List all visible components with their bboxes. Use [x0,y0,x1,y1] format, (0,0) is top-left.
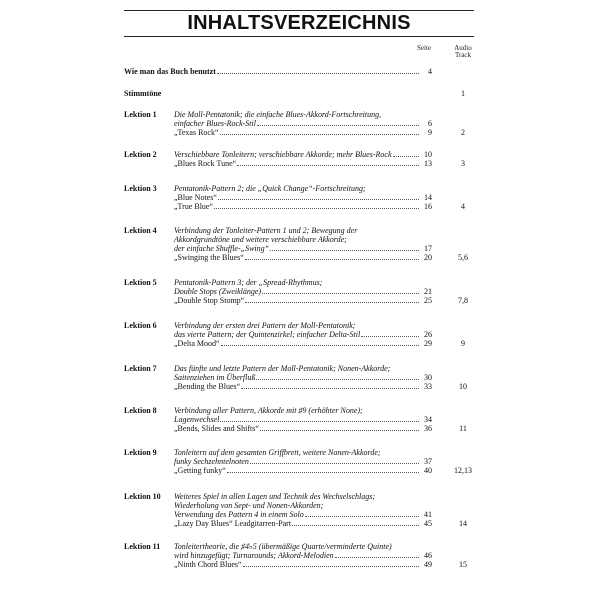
page-number: 9 [428,128,432,137]
page-number: 37 [424,457,432,466]
toc-text: „Ninth Chord Blues“ [174,560,242,569]
lesson-label: Lektion 2 [124,150,157,159]
lesson-description-line [174,448,381,457]
page-number: 6 [428,119,432,128]
track-number: 4 [461,202,465,211]
page-number: 33 [424,382,432,391]
lesson-description-line [174,150,420,159]
lesson-label: Lektion 5 [124,278,157,287]
toc-text: Weiteres Spiel in allen Lagen und Technik des Wechselschlags; [174,492,376,501]
page-number: 30 [424,373,432,382]
lesson-description-line [174,184,366,193]
track-number: 11 [459,424,467,433]
leader-dots [393,150,420,157]
lesson-label: Lektion 6 [124,321,157,330]
lesson-label: Lektion 1 [124,110,157,119]
lesson-description-line [174,119,420,128]
track-number: 5,6 [458,253,468,262]
leader-dots [262,287,419,294]
leader-dots [305,510,419,517]
page-number: 46 [424,551,432,560]
lesson-description-line [174,321,355,330]
leader-dots [237,159,419,166]
track-number: 1 [461,89,465,98]
toc-text: „Lazy Day Blues“ Leadgitarren-Part [174,519,292,528]
page-number: 14 [424,193,432,202]
toc-text: Wiederholung von Sept- und Nonen-Akkorden; [174,501,324,510]
song-title-line [174,466,420,475]
page-number: 10 [424,150,432,159]
toc-text: Tonleitertheorie, die ♯4♭5 (übermäßige Quarte/verminderte Quinte) [174,542,392,551]
leader-dots [218,193,419,200]
leader-dots [245,253,419,260]
toc-text: funky Sechzehntelnoten [174,457,249,466]
lesson-description-line [174,501,323,510]
toc-text: „Delta Mood“ [174,339,220,348]
lesson-description-line [174,415,420,424]
toc-text: „Swinging the Blues“ [174,253,244,262]
page-number: 34 [424,415,432,424]
page-number: 25 [424,296,432,305]
stimmtoene-label: Stimmtöne [124,89,162,98]
toc-text: wird hinzugefügt; Turnarounds; Akkord-Melodien [174,551,334,560]
toc-text: das vierte Pattern; der Quintenzirkel; einfacher Delta-Stil [174,330,361,339]
leader-dots [220,128,419,135]
toc-text: „Getting funky“ [174,466,226,475]
lesson-label: Lektion 7 [124,364,157,373]
leader-dots [256,373,419,380]
leader-dots [227,466,419,473]
song-title-line [174,382,420,391]
track-number: 9 [461,339,465,348]
page-number: 4 [428,67,432,76]
lesson-label: Lektion 4 [124,226,157,235]
leader-dots [260,424,419,431]
toc-text: Das fünfte und letzte Pattern der Moll-Pentatonik; Nonen-Akkorde; [174,364,391,373]
lesson-description-line [174,551,420,560]
lesson-description-line [174,492,375,501]
page-number: 40 [424,466,432,475]
column-header-audio: Audio [454,44,472,52]
song-title-line [174,296,420,305]
toc-text: „Texas Rock“ [174,128,219,137]
leader-dots [292,519,419,526]
leader-dots [220,415,419,422]
page-number: 45 [424,519,432,528]
lesson-description-line [174,110,381,119]
toc-text: Pentatonik-Pattern 2; die „Quick Change“-Fortschreitung; [174,184,366,193]
column-header-track: Track [454,51,472,59]
lesson-description-line [174,287,420,296]
leader-dots [243,560,419,567]
leader-dots [214,202,419,209]
column-header-page: Seite [417,44,431,52]
toc-text: Die Moll-Pentatonik; die einfache Blues-Akkord-Fortschreitung, [174,110,382,119]
song-title-line [174,424,420,433]
song-title-line [174,128,420,137]
toc-text: Double Stops (Zweiklänge) [174,287,262,296]
leader-dots [221,339,419,346]
toc-text: Verbindung der Tonleiter-Pattern 1 und 2; Bewegung der [174,226,358,235]
leader-dots [217,67,419,74]
toc-text: Verbindung der ersten drei Pattern der Moll-Pentatonik; [174,321,356,330]
page-number: 36 [424,424,432,433]
lesson-label: Lektion 3 [124,184,157,193]
leader-dots [270,244,419,251]
lesson-label: Lektion 11 [124,542,161,551]
toc-text: Tonleitern auf dem gesamten Griffbrett, weitere Nonen-Akkorde; [174,448,381,457]
track-number: 14 [459,519,467,528]
lesson-description-line [174,510,420,519]
song-title-line [174,193,420,202]
page-number: 16 [424,202,432,211]
intro-entry [124,67,420,76]
song-title-line [174,202,420,211]
page-number: 17 [424,244,432,253]
song-title-line [174,519,420,528]
lesson-description-line [174,542,392,551]
toc-text: „Bends, Slides and Shifts“ [174,424,259,433]
toc-text: einfacher Blues-Rock-Stil [174,119,256,128]
toc-text: „Double Stop Stomp“ [174,296,245,305]
lesson-description-line [174,457,420,466]
lesson-description-line [174,244,420,253]
lesson-label: Lektion 10 [124,492,161,501]
toc-text: Verbindung aller Pattern, Akkorde mit ♯9 (erhöhter None); [174,406,363,415]
toc-text: der einfache Shuffle-„Swing“ [174,244,270,253]
title-rule-top [124,10,474,11]
leader-dots [257,119,419,126]
toc-text: Verwendung des Pattern 4 in einem Solo [174,510,304,519]
page-number: 29 [424,339,432,348]
toc-text: „Blue Notes“ [174,193,217,202]
toc-text: Akkordgrundtöne und weitere verschiebbare Akkorde; [174,235,347,244]
track-number: 2 [461,128,465,137]
song-title-line [174,253,420,262]
page-number: 20 [424,253,432,262]
track-number: 10 [459,382,467,391]
page-title: INHALTSVERZEICHNIS [187,12,411,34]
page-number: 26 [424,330,432,339]
song-title-line [174,339,420,348]
track-number: 3 [461,159,465,168]
title-rule-bottom [124,36,474,37]
lesson-description-line [174,226,357,235]
song-title-line [174,560,420,569]
leader-dots [335,551,419,558]
page-number: 21 [424,287,432,296]
toc-text: „Blues Rock Tune“ [174,159,237,168]
track-number: 7,8 [458,296,468,305]
toc-text: Saitenziehen im Überfluß [174,373,256,382]
lesson-description-line [174,278,322,287]
lesson-description-line [174,406,363,415]
lesson-description-line [174,330,420,339]
toc-text: „Bending the Blues“ [174,382,241,391]
lesson-description-line [174,235,347,244]
leader-dots [245,296,419,303]
toc-text: Wie man das Buch benutzt [124,67,216,76]
toc-text: Verschiebbare Tonleitern; verschiebbare Akkorde; mehr Blues-Rock [174,150,392,159]
lesson-label: Lektion 9 [124,448,157,457]
track-number: 12,13 [454,466,472,475]
toc-text: Lagenwechsel [174,415,220,424]
leader-dots [361,330,419,337]
lesson-description-line [174,364,390,373]
page-number: 13 [424,159,432,168]
toc-text: „True Blue“ [174,202,214,211]
song-title-line [174,159,420,168]
leader-dots [241,382,419,389]
page-number: 41 [424,510,432,519]
toc-text: Pentatonik-Pattern 3; der „Spread-Rhythmus; [174,278,323,287]
leader-dots [250,457,419,464]
track-number: 15 [459,560,467,569]
page-number: 49 [424,560,432,569]
lesson-label: Lektion 8 [124,406,157,415]
lesson-description-line [174,373,420,382]
